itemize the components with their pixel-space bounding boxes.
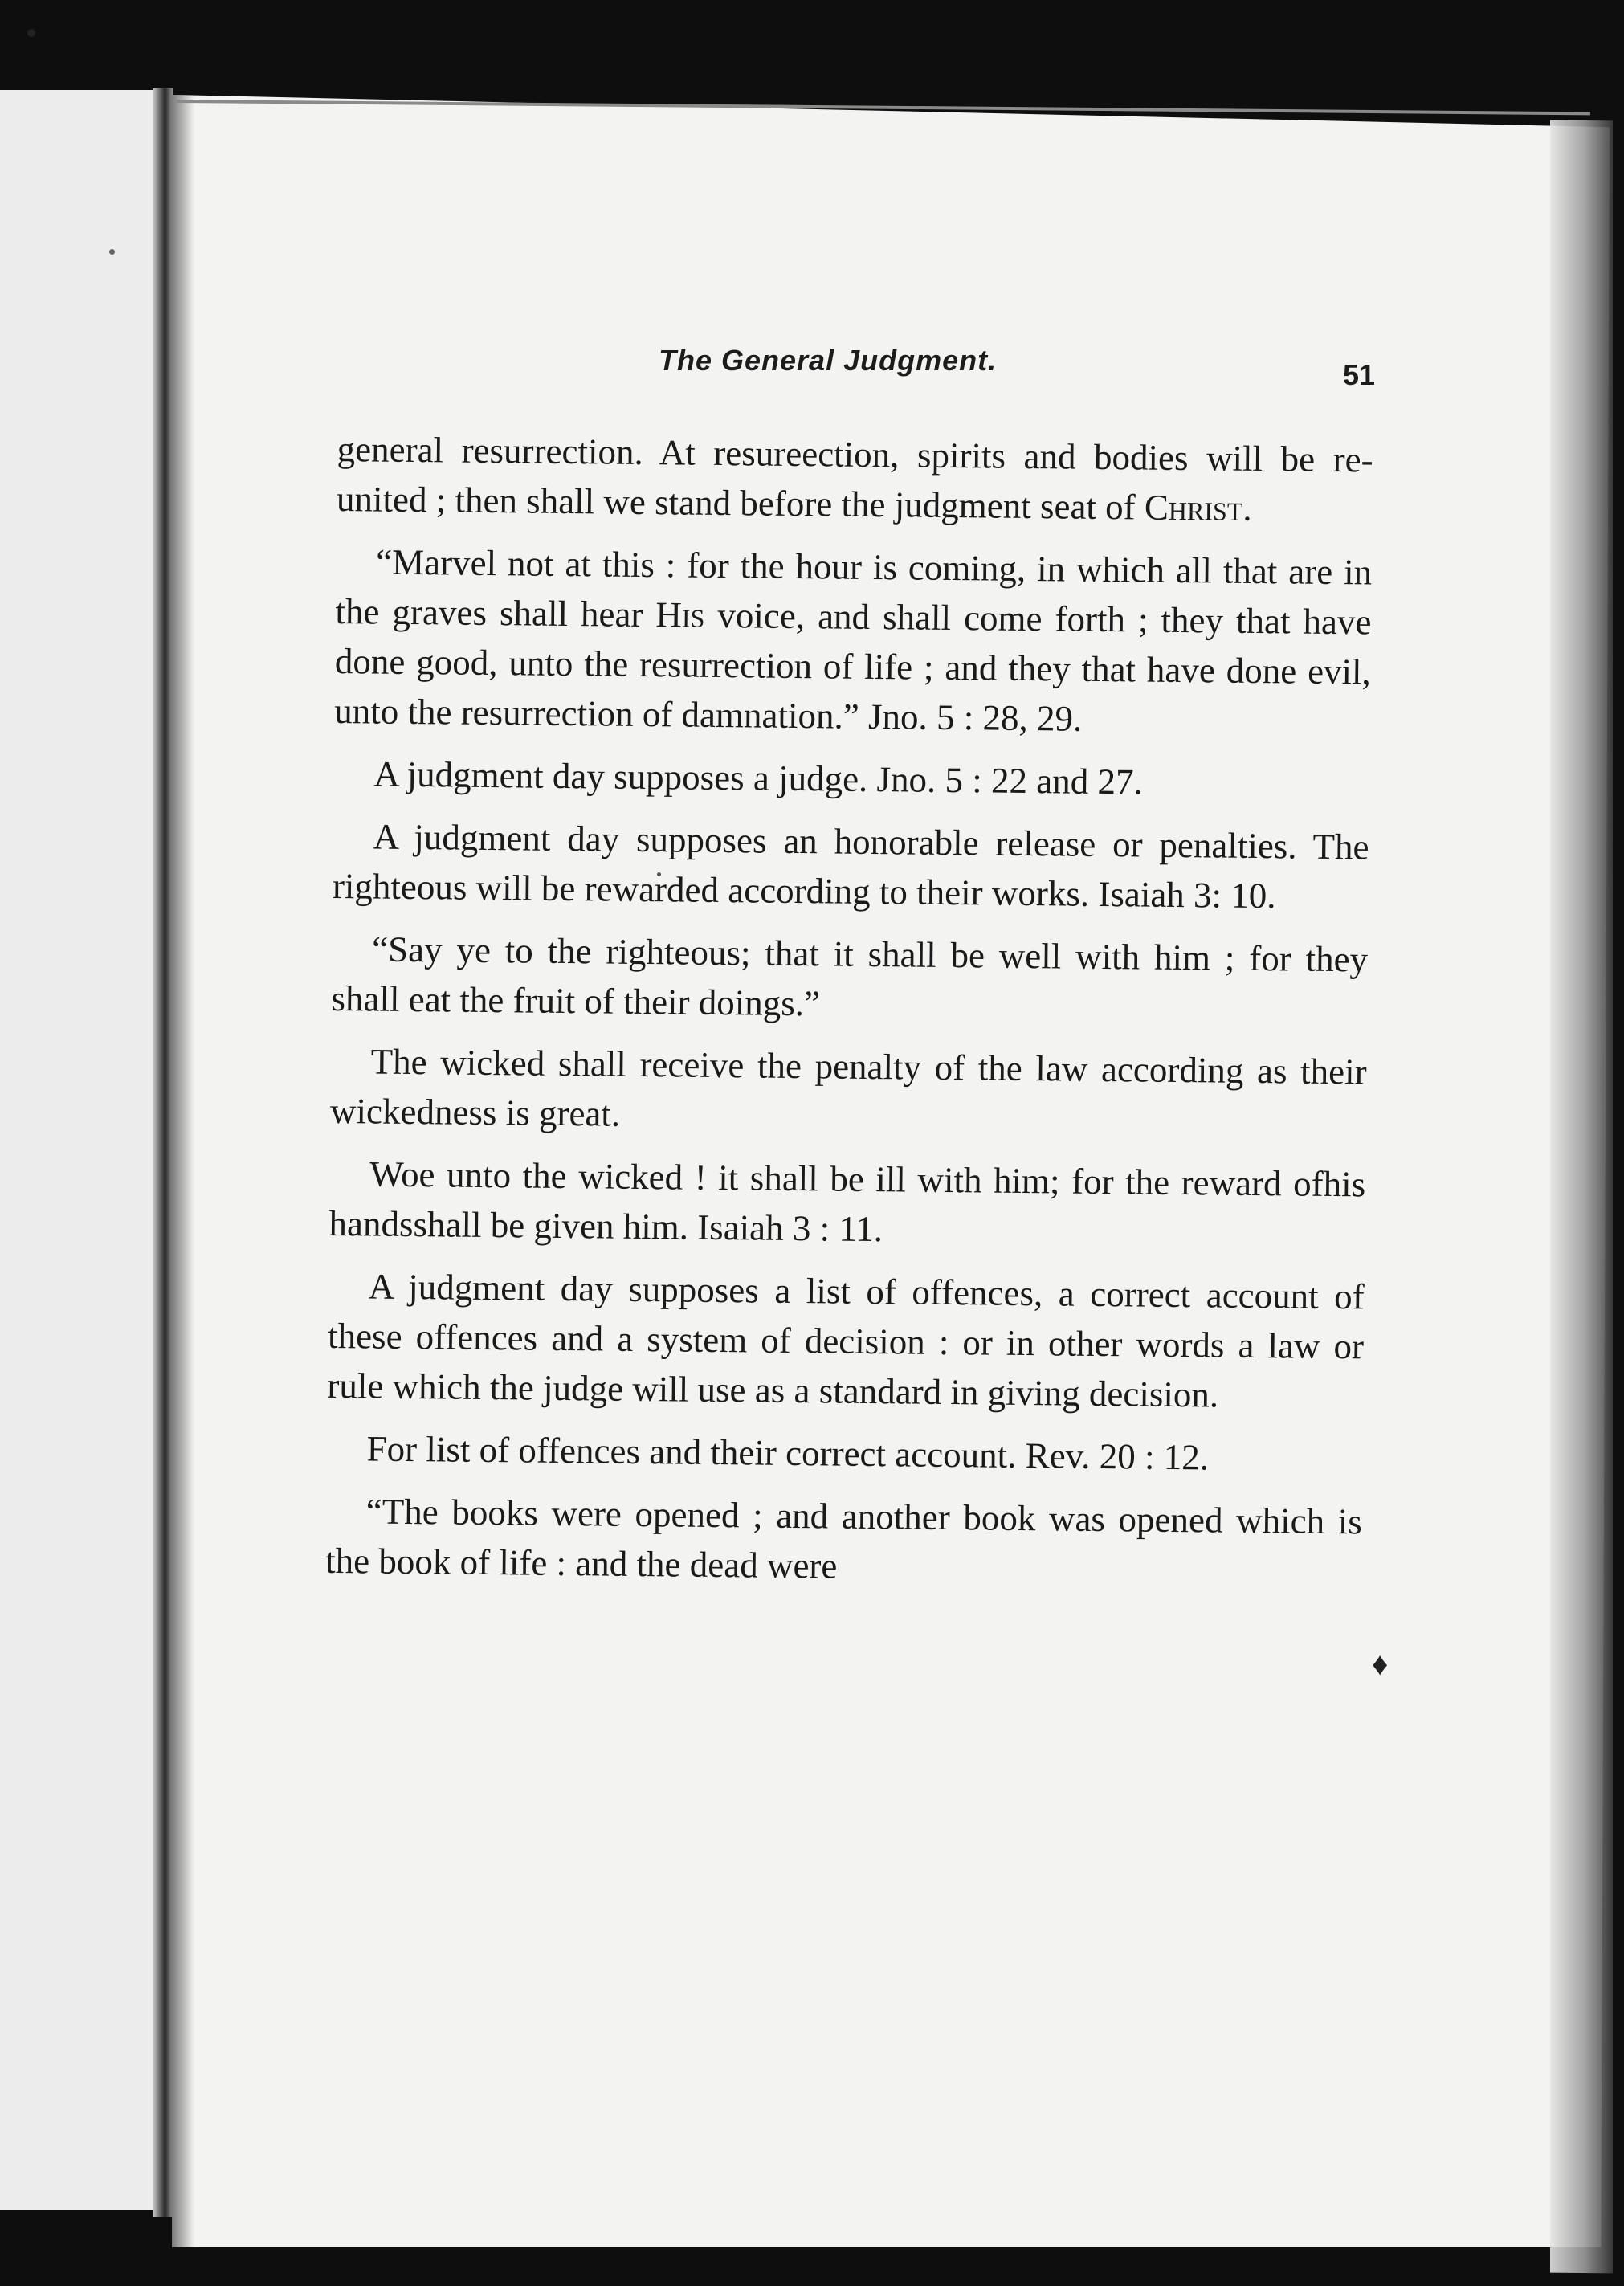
running-title: The General Judgment. <box>659 344 998 377</box>
small-caps-word: His <box>655 594 705 635</box>
margin-blot: ♦ <box>1372 1646 1389 1682</box>
spine-shadow <box>172 95 194 2247</box>
paragraph: “Marvel not at this : for the hour is coming, in which all that are in the graves shall hear His voice, and shall come forth ; they that have done good, unto the resurrection of life ; and they that have done evil, unto the resurrection of damnation.” Jno. 5 : 28, 29. <box>333 541 1373 739</box>
page-number: 51 <box>1343 358 1376 391</box>
paragraph: “The books were opened ; and another book was opened which is the book of life : and the dead were <box>324 1491 1363 1586</box>
dust-speck <box>27 29 35 37</box>
dust-speck <box>109 249 115 255</box>
page-right-edge <box>1550 120 1613 2274</box>
paragraph: Woe unto the wicked ! it shall be ill with him; for the reward ofhis handsshall be given him. Isaiah 3 : 11. <box>328 1153 1366 1250</box>
paragraph: general resurrection. At resureection, spirits and bodies will be re-united ; then shall we stand before the judgment seat of Christ. <box>336 428 1373 529</box>
small-caps-word: Christ <box>1144 487 1243 529</box>
paragraph: A judgment day supposes an honorable release or penalties. The righteous will be rewarded according to their works. Isaiah 3: 10. <box>332 816 1369 916</box>
previous-page-strip <box>0 90 165 2210</box>
paragraph: A judgment day supposes a judge. Jno. 5 : 22 and 27. <box>373 753 1144 802</box>
paragraph: For list of offences and their correct account. Rev. 20 : 12. <box>366 1428 1210 1478</box>
paragraph: The wicked shall receive the penalty of the law according as their wickedness is great. <box>329 1041 1367 1134</box>
body-text <box>325 424 1373 1609</box>
paragraph: A judgment day supposes a list of offences, a correct account of these offences and a system of decision : or in other words a law or rule which the judge will use as a standard in giving decision. <box>327 1266 1365 1415</box>
paragraph: “Say ye to the righteous; that it shall be well with him ; for they shall eat the fruit of their doings.” <box>331 929 1369 1024</box>
binding-gutter <box>153 88 173 2217</box>
